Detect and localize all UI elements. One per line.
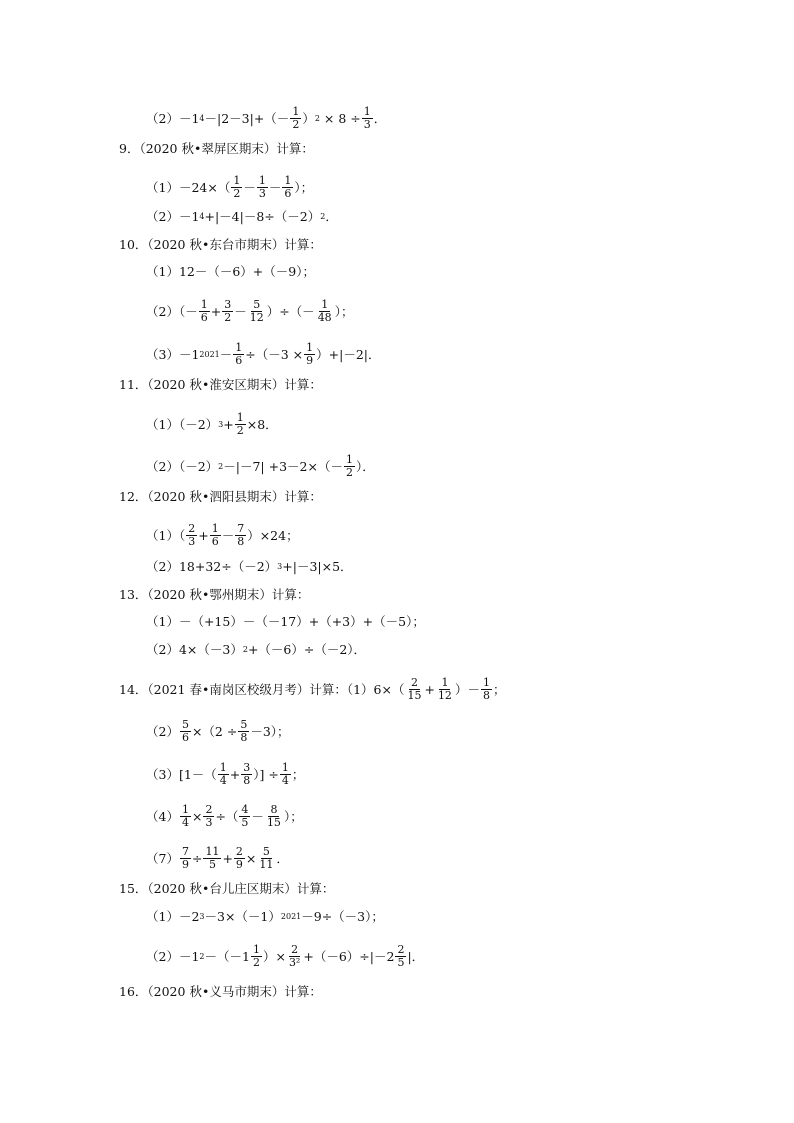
fraction: $\frac{1}{6}$ bbox=[235, 341, 243, 367]
fraction: $\frac{1}{2}$ bbox=[233, 174, 241, 200]
problem-11-part-1: （1）（－2） 3 + $\frac{1}{2}$ ×8． bbox=[146, 411, 278, 437]
problem-13-part-1: （1）－（+15）－（－17）+（+3）+（－5）； bbox=[146, 614, 425, 629]
fraction: $\frac{2}{15}$ bbox=[407, 676, 422, 702]
problem-9-header: 9．（2020 秋•翠屏区期末）计算： bbox=[119, 141, 314, 156]
fraction: $\frac{1}{6}$ bbox=[284, 174, 292, 200]
problem-9-part-1: （1）－24×（ $\frac{1}{2}$ － $\frac{1}{3}$ － $\frac{1}{6}$ ）； bbox=[146, 174, 314, 200]
problem-10-part-3: （3）－1 2021 － $\frac{1}{6}$ ÷（－3 × $\frac{1}{9}$ ）+|－2|． bbox=[146, 341, 381, 367]
fraction: $\frac{1}{48}$ bbox=[317, 298, 332, 324]
fraction: $\frac{11}{5}$ bbox=[205, 845, 220, 871]
fraction: $\frac{1}{3}$ bbox=[258, 174, 266, 200]
problem-12-part-1: （1）（ $\frac{2}{3}$ + $\frac{1}{6}$ － $\frac{7}{8}$ ）×24； bbox=[146, 522, 299, 548]
fraction: $\frac{1}{2}$ bbox=[236, 411, 244, 437]
fraction: $\frac{2}{3}$ bbox=[188, 522, 196, 548]
fraction: $\frac{8}{15}$ bbox=[266, 803, 281, 829]
expr-text: －|2－3|+（－ bbox=[204, 110, 290, 126]
problem-15-header: 15．（2020 秋•台儿庄区期末）计算： bbox=[119, 881, 335, 896]
fraction: $\frac{1}{4}$ bbox=[281, 761, 289, 787]
problem-14-header: 14．（2021 春•南岗区校级月考）计算：（1）6×（ $\frac{2}{15}$ + $\frac{1}{12}$ ）－ $\frac{1}{8}$ ； bbox=[119, 676, 506, 702]
fraction: $\frac{3}{2}$ bbox=[224, 298, 232, 324]
fraction: $\frac{3}{8}$ bbox=[243, 761, 251, 787]
problem-12-header: 12．（2020 秋•泗阳县期末）计算： bbox=[119, 489, 322, 504]
expr-text: × 8 ÷ bbox=[323, 110, 361, 126]
fraction: $\frac{2}{5}$ bbox=[397, 943, 405, 969]
problem-8-part-2: （2）－1 4 －|2－3|+（－ $\frac{1}{2}$ ） 2 × 8 ÷ $\frac{1}{3}$ ． bbox=[146, 105, 387, 131]
fraction: $\frac{1}{4}$ bbox=[219, 761, 227, 787]
fraction: $\frac{2}{\text{3²}}$ bbox=[288, 943, 301, 969]
problem-14-part-4: （4） $\frac{1}{4}$ × $\frac{2}{3}$ ÷（ $\frac{4}{5}$ － $\frac{8}{15}$ ）； bbox=[146, 803, 303, 829]
fraction: $\frac{5}{6}$ bbox=[181, 718, 189, 744]
fraction: $\frac{1}{6}$ bbox=[200, 298, 208, 324]
problem-9-part-2: （2）－1 4 +|－4|－8÷（－2） 2 ． bbox=[146, 209, 338, 224]
problem-11-part-2: （2）（－2） 2 －|－7| +3－2×（－ $\frac{1}{2}$ ）． bbox=[146, 453, 375, 479]
fraction: $\frac{1}{3}$ bbox=[363, 105, 371, 131]
fraction: $\frac{5}{12}$ bbox=[249, 298, 264, 324]
fraction: $\frac{2}{3}$ bbox=[205, 803, 213, 829]
problem-15-part-2: （2）－1 2 －（－1 $\frac{1}{2}$ ）× $\frac{2}{\text{3²}}$ +（－6）÷|－2 $\frac{2}{5}$ |． bbox=[146, 943, 425, 969]
problem-12-part-2: （2）18+32÷（－2） 3 +|－3|×5． bbox=[146, 559, 353, 574]
fraction: $\frac{1}{2}$ bbox=[252, 943, 260, 969]
fraction: $\frac{1}{12}$ bbox=[437, 676, 452, 702]
fraction: $\frac{1}{8}$ bbox=[482, 676, 490, 702]
fraction: $\frac{7}{9}$ bbox=[181, 845, 189, 871]
problem-10-header: 10．（2020 秋•东台市期末）计算： bbox=[119, 237, 322, 252]
fraction: $\frac{1}{4}$ bbox=[181, 803, 189, 829]
fraction: $\frac{1}{9}$ bbox=[306, 341, 314, 367]
problem-10-part-2: （2）（－ $\frac{1}{6}$ + $\frac{3}{2}$ － $\frac{5}{12}$ ）÷（－ $\frac{1}{48}$ ）； bbox=[146, 298, 354, 324]
problem-10-part-1: （1）12－（－6）+（－9）； bbox=[146, 264, 315, 279]
fraction: $\frac{4}{5}$ bbox=[241, 803, 249, 829]
problem-14-part-3: （3）[1－（ $\frac{1}{4}$ + $\frac{3}{8}$ ）] ÷ $\frac{1}{4}$ ； bbox=[146, 761, 305, 787]
fraction: $\frac{1}{6}$ bbox=[211, 522, 219, 548]
problem-13-part-2: （2）4×（－3） 2 +（－6）÷（－2）． bbox=[146, 642, 367, 657]
problem-14-part-7: （7） $\frac{7}{9}$ ÷ $\frac{11}{5}$ + $\frac{2}{9}$ × $\frac{5}{11}$ ． bbox=[146, 845, 289, 871]
fraction: $\frac{5}{11}$ bbox=[259, 845, 274, 871]
fraction: $\frac{7}{8}$ bbox=[237, 522, 245, 548]
problem-14-part-2: （2） $\frac{5}{6}$ ×（2 ÷ $\frac{5}{8}$ －3）； bbox=[146, 718, 290, 744]
expr-text: ） bbox=[302, 110, 315, 126]
expr-text: ． bbox=[373, 110, 387, 126]
problem-16-header: 16．（2020 秋•义马市期末）计算： bbox=[119, 984, 322, 999]
fraction: $\frac{1}{2}$ bbox=[345, 453, 353, 479]
problem-13-header: 13．（2020 秋•鄂州期末）计算： bbox=[119, 587, 310, 602]
fraction: $\frac{5}{8}$ bbox=[240, 718, 248, 744]
fraction: $\frac{1}{2}$ bbox=[292, 105, 300, 131]
problem-15-part-1: （1）－2 3 －3×（－1） 2021 －9÷（－3）； bbox=[146, 909, 384, 924]
problem-11-header: 11．（2020 秋•淮安区期末）计算： bbox=[119, 377, 322, 392]
fraction: $\frac{2}{9}$ bbox=[235, 845, 243, 871]
expr-text: （2）－1 bbox=[146, 110, 200, 126]
